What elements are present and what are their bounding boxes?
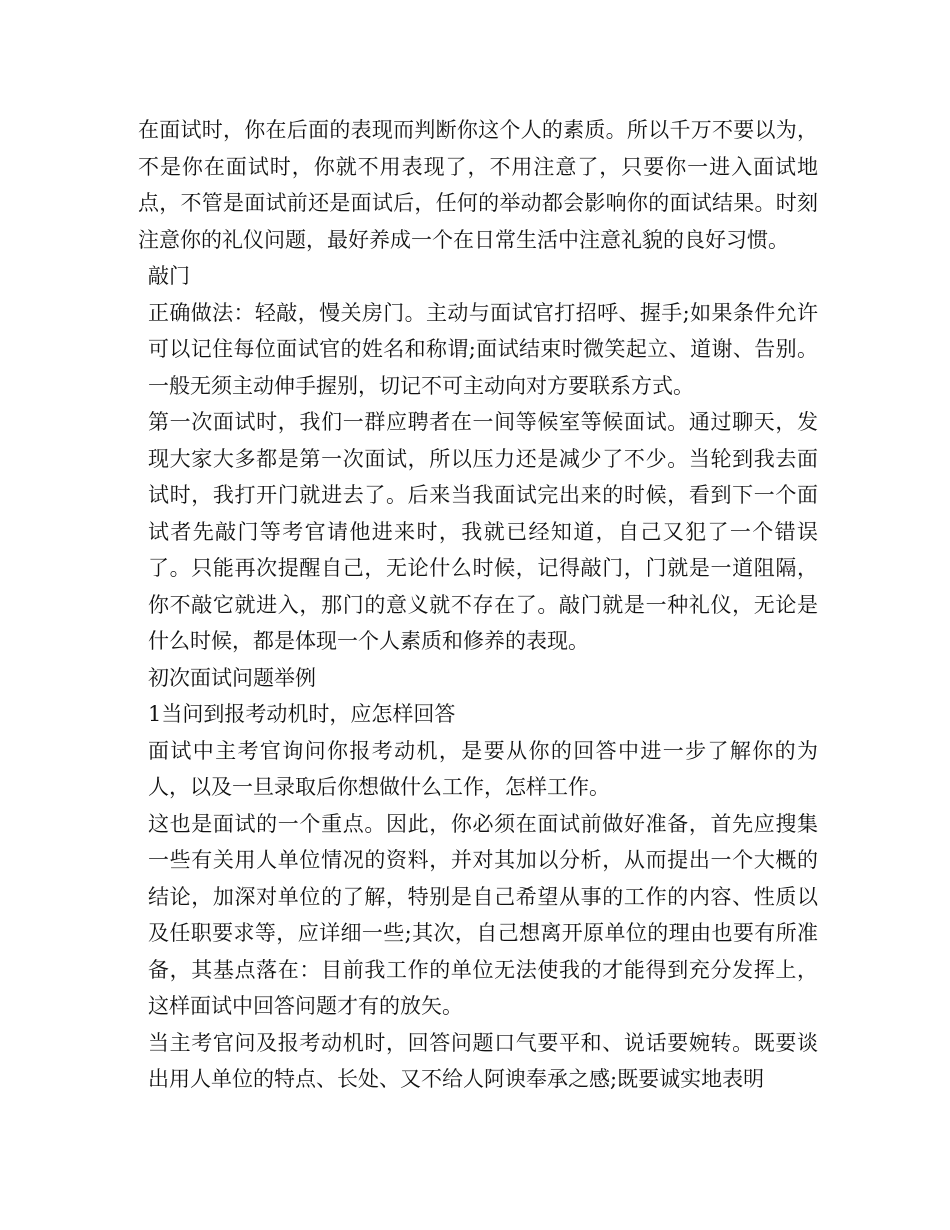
question-heading-1: 1当问到报考动机时，应怎样回答 <box>148 702 456 726</box>
section-heading-knock: 敲门 <box>148 264 190 288</box>
paragraph-intro: 在面试时，你在后面的表现而判断你这个人的素质。所以千万不要以为，不是你在面试时，你就不用表现了，不用注意了，只要你一进入面试地点，不管是面试前还是面试后，任何的举动都会影响你的面试结果。时刻注意你的礼仪问题，最好养成一个在日常生活中注意礼貌的良好习惯。 <box>138 118 818 252</box>
document-body <box>138 112 818 1098</box>
paragraph-answer-tone: 当主考官问及报考动机时，回答问题口气要平和、说话要婉转。既要谈出用人单位的特点、长处、又不给人阿谀奉承之感;既要诚实地表明 <box>148 1030 818 1091</box>
paragraph-correct-method: 正确做法：轻敲，慢关房门。主动与面试官打招呼、握手;如果条件允许可以记住每位面试官的姓名和称谓;面试结束时微笑起立、道谢、告别。一般无须主动伸手握别，切记不可主动向对方要联系方式。 <box>148 300 818 398</box>
section-heading-examples: 初次面试问题举例 <box>148 665 316 690</box>
paragraph-preparation: 这也是面试的一个重点。因此，你必须在面试前做好准备，首先应搜集一些有关用人单位情况的资料，并对其加以分析，从而提出一个大概的结论，加深对单位的了解，特别是自己希望从事的工作的内容、性质以及任职要求等，应详细一些;其次，自己想离开原单位的理由也要有所准备，其基点落在：目前我工作的单位无法使我的才能得到充分发挥上，这样面试中回答问题才有的放矢。 <box>148 811 818 1018</box>
paragraph-first-interview: 第一次面试时，我们一群应聘者在一间等候室等候面试。通过聊天，发现大家大多都是第一次面试，所以压力还是减少了不少。当轮到我去面试时，我打开门就进去了。后来当我面试完出来的时候，看到下一个面试者先敲门等考官请他进来时，我就已经知道，自己又犯了一个错误了。只能再次提醒自己，无论什么时候，记得敲门，门就是一道阻隔，你不敲它就进入，那门的意义就不存在了。敲门就是一种礼仪，无论是什么时候，都是体现一个人素质和修养的表现。 <box>148 410 818 653</box>
paragraph-motive-purpose: 面试中主考官询问你报考动机，是要从你的回答中进一步了解你的为人，以及一旦录取后你想做什么工作，怎样工作。 <box>148 738 818 799</box>
